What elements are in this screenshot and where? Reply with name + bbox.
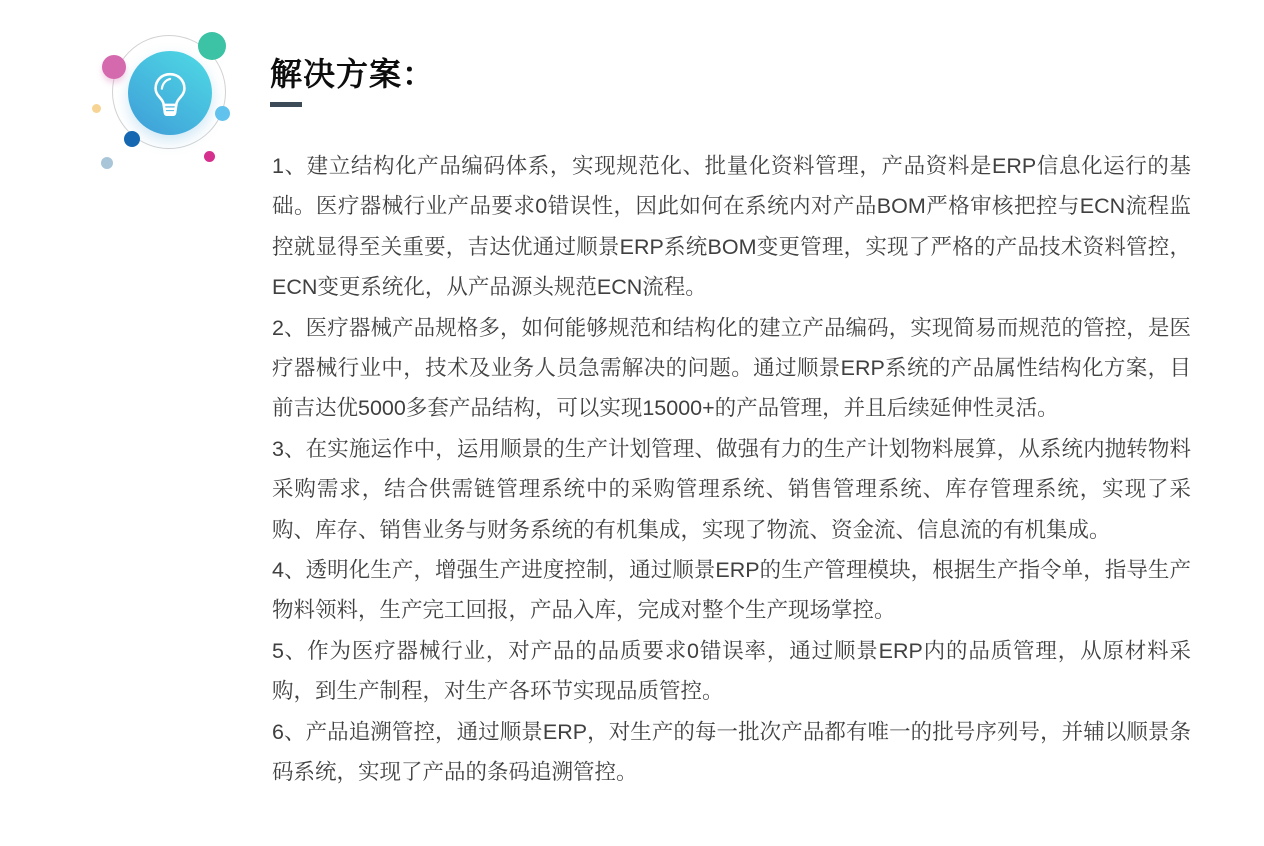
pink-dot — [102, 55, 126, 79]
lightbulb-svg — [144, 67, 196, 119]
lightbulb-icon — [128, 51, 212, 135]
solution-paragraph-1: 1、建立结构化产品编码体系，实现规范化、批量化资料管理，产品资料是ERP信息化运行的基础。医疗器械行业产品要求0错误性，因此如何在系统内对产品BOM严格审核把控与ECN流程监控就显得至关重要，吉达优通过顺景ERP系统BOM变更管理，实现了严格的产品技术资料管控，ECN变更系统化，从产品源头规范ECN流程。 — [272, 154, 1191, 300]
solution-text — [272, 146, 1191, 793]
dark-blue-dot — [124, 131, 140, 147]
steel-blue-dot — [101, 157, 113, 169]
solution-paragraph-5: 5、作为医疗器械行业，对产品的品质要求0错误率，通过顺景ERP内的品质管理，从原材料采购，到生产制程，对生产各环节实现品质管控。 — [272, 638, 1191, 704]
lightbulb-graphic — [88, 28, 240, 193]
teal-dot — [198, 32, 226, 60]
title-dash — [270, 102, 302, 107]
solution-paragraph-6: 6、产品追溯管控，通过顺景ERP，对生产的每一批次产品都有唯一的批号序列号，并辅以顺景条码系统，实现了产品的条码追溯管控。 — [272, 719, 1191, 785]
section-title: 解决方案： — [270, 56, 436, 92]
yellow-dot — [92, 104, 101, 113]
solution-paragraph-4: 4、透明化生产，增强生产进度控制，通过顺景ERP的生产管理模块，根据生产指令单，指导生产物料领料，生产完工回报，产品入库，完成对整个生产现场掌控。 — [272, 558, 1191, 623]
magenta-dot — [204, 151, 215, 162]
light-blue-dot — [215, 106, 230, 121]
solution-paragraph-3: 3、在实施运作中，运用顺景的生产计划管理、做强有力的生产计划物料展算，从系统内抛转物料采购需求，结合供需链管理系统中的采购管理系统、销售管理系统、库存管理系统，实现了采购、库存、销售业务与财务系统的有机集成，实现了物流、资金流、信息流的有机集成。 — [272, 436, 1191, 542]
solution-paragraph-2: 2、医疗器械产品规格多，如何能够规范和结构化的建立产品编码，实现简易而规范的管控，是医疗器械行业中，技术及业务人员急需解决的问题。通过顺景ERP系统的产品属性结构化方案，目前吉达优5000多套产品结构，可以实现15000+的产品管理，并且后续延伸性灵活。 — [272, 315, 1191, 421]
